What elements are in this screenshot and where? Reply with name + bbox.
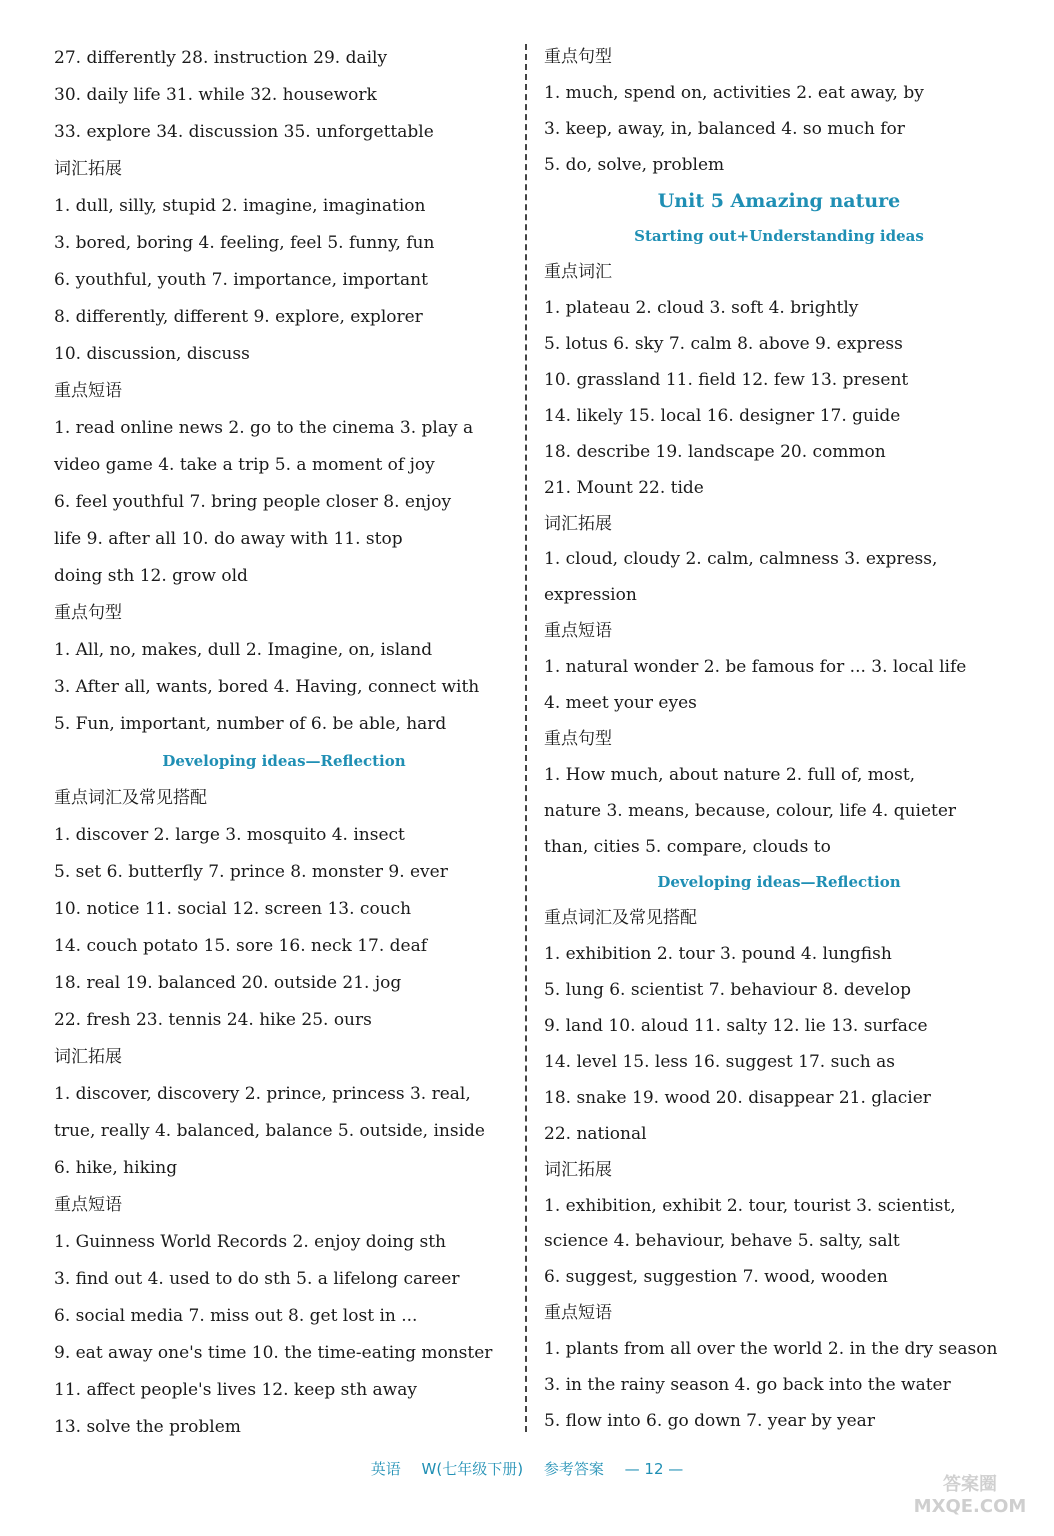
- right-column-text-line: 18. snake 19. wood 20. disappear 21. glacier: [544, 1087, 931, 1108]
- right-column-text-line: 1. How much, about nature 2. full of, most,: [544, 764, 916, 785]
- page-number: — 12 —: [624, 1460, 684, 1478]
- right-column-heading-line: 重点短语: [544, 1303, 612, 1324]
- left-column-heading-line: 重点句型: [54, 603, 122, 623]
- left-column-text-line: 14. couch potato 15. sore 16. neck 17. deaf: [54, 936, 428, 956]
- left-column-text-line: 27. differently 28. instruction 29. daily: [54, 48, 388, 68]
- left-column-text-line: 11. affect people's lives 12. keep sth away: [54, 1380, 417, 1400]
- footer-label: 参考答案: [543, 1460, 604, 1478]
- left-column-heading-line: 重点词汇及常见搭配: [54, 788, 207, 808]
- left-column-heading-line: 重点短语: [54, 381, 122, 401]
- right-column-text-line: 5. lung 6. scientist 7. behaviour 8. develop: [544, 980, 911, 1001]
- right-column-text-line: 5. lotus 6. sky 7. calm 8. above 9. express: [544, 334, 903, 355]
- right-column-heading-line: 重点句型: [544, 728, 612, 749]
- left-column-text-line: 22. fresh 23. tennis 24. hike 25. ours: [54, 1010, 372, 1030]
- left-column-heading-line: 词汇拓展: [54, 1047, 122, 1067]
- right-column-text-line: 1. exhibition 2. tour 3. pound 4. lungfish: [544, 944, 892, 965]
- right-column-text-line: 1. plateau 2. cloud 3. soft 4. brightly: [544, 298, 859, 319]
- left-column-text-line: 6. social media 7. miss out 8. get lost in ...: [54, 1306, 418, 1326]
- right-column-heading-line: 重点句型: [544, 47, 612, 67]
- right-column-text-line: science 4. behaviour, behave 5. salty, salt: [544, 1231, 900, 1252]
- left-column-text-line: 5. set 6. butterfly 7. prince 8. monster 9. ever: [54, 862, 448, 882]
- right-column-text-line: nature 3. means, because, colour, life 4. quieter: [544, 800, 957, 821]
- right-column-text-line: expression: [544, 585, 637, 606]
- page-footer: [0, 1458, 1054, 1479]
- right-column-text-line: 22. national: [544, 1123, 647, 1144]
- right-column-text-line: 3. in the rainy season 4. go back into the water: [544, 1374, 951, 1395]
- right-column-subhead-line: Starting out+Understanding ideas: [634, 227, 924, 246]
- watermark-line1: 答案圈: [943, 1474, 997, 1495]
- left-column-heading-line: 重点短语: [54, 1195, 122, 1215]
- left-column-text-line: life 9. after all 10. do away with 11. stop: [54, 529, 403, 549]
- left-column-text-line: 10. notice 11. social 12. screen 13. couch: [54, 899, 412, 919]
- right-column-text-line: 3. keep, away, in, balanced 4. so much for: [544, 118, 905, 139]
- right-column-text-line: 14. level 15. less 16. suggest 17. such as: [544, 1051, 895, 1072]
- right-column-heading-line: 重点词汇: [544, 262, 612, 283]
- left-column-text-line: 9. eat away one's time 10. the time-eating monster: [54, 1343, 493, 1363]
- right-column-text-line: 6. suggest, suggestion 7. wood, wooden: [544, 1267, 888, 1288]
- right-column-heading-line: 词汇拓展: [544, 1159, 612, 1180]
- right-column-text-line: 5. do, solve, problem: [544, 154, 725, 175]
- left-column-text-line: 5. Fun, important, number of 6. be able, hard: [54, 714, 447, 734]
- right-column-text-line: 5. flow into 6. go down 7. year by year: [544, 1410, 875, 1431]
- left-column-text-line: 1. dull, silly, stupid 2. imagine, imagination: [54, 196, 426, 216]
- right-column-text-line: 1. exhibition, exhibit 2. tour, tourist 3. scientist,: [544, 1195, 956, 1216]
- left-column-text-line: true, really 4. balanced, balance 5. outside, inside: [54, 1121, 485, 1141]
- right-column-text-line: 4. meet your eyes: [544, 693, 697, 714]
- left-column-text-line: 6. hike, hiking: [54, 1158, 178, 1178]
- left-column-text-line: 1. discover, discovery 2. prince, princess 3. real,: [54, 1084, 471, 1104]
- left-column-text-line: 3. After all, wants, bored 4. Having, connect with: [54, 677, 480, 697]
- right-column-text-line: 1. natural wonder 2. be famous for ... 3. local life: [544, 657, 967, 678]
- left-column-text-line: video game 4. take a trip 5. a moment of joy: [54, 455, 435, 475]
- right-column-text-line: 1. cloud, cloudy 2. calm, calmness 3. express,: [544, 549, 938, 570]
- footer-edition: W(七年级下册): [421, 1460, 524, 1478]
- left-column-text-line: 10. discussion, discuss: [54, 344, 250, 364]
- right-column: [544, 40, 1014, 1440]
- right-column-text-line: 9. land 10. aloud 11. salty 12. lie 13. surface: [544, 1016, 928, 1037]
- left-column-text-line: 30. daily life 31. while 32. housework: [54, 85, 377, 105]
- right-column-text-line: 14. likely 15. local 16. designer 17. guide: [544, 405, 901, 426]
- right-column-text-line: 10. grassland 11. field 12. few 13. present: [544, 370, 909, 391]
- footer-subject: 英语: [370, 1460, 401, 1478]
- right-column-unit-line: Unit 5 Amazing nature: [657, 189, 901, 212]
- left-column-text-line: doing sth 12. grow old: [54, 566, 248, 586]
- right-column-heading-line: 重点词汇及常见搭配: [544, 908, 697, 929]
- right-column-text-line: 21. Mount 22. tide: [544, 477, 704, 498]
- left-column-text-line: 1. read online news 2. go to the cinema 3. play a: [54, 418, 474, 438]
- left-column-text-line: 33. explore 34. discussion 35. unforgettable: [54, 122, 434, 142]
- right-column-text-line: than, cities 5. compare, clouds to: [544, 836, 831, 857]
- right-column-text-line: 1. plants from all over the world 2. in the dry season: [544, 1339, 998, 1360]
- left-column-text-line: 13. solve the problem: [54, 1417, 241, 1437]
- right-column-heading-line: 重点短语: [544, 621, 612, 642]
- right-column-subhead-line: Developing ideas—Reflection: [657, 873, 901, 892]
- column-divider: [525, 44, 527, 1432]
- left-column-subhead-line: Developing ideas—Reflection: [162, 752, 406, 770]
- left-column-text-line: 8. differently, different 9. explore, explorer: [54, 307, 423, 327]
- left-column-text-line: 1. Guinness World Records 2. enjoy doing sth: [54, 1232, 446, 1252]
- left-column-text-line: 18. real 19. balanced 20. outside 21. jog: [54, 973, 402, 993]
- left-column-text-line: 6. youthful, youth 7. importance, important: [54, 270, 428, 290]
- left-column-text-line: 1. discover 2. large 3. mosquito 4. insect: [54, 825, 405, 845]
- left-column: [54, 40, 514, 1446]
- right-column-text-line: 1. much, spend on, activities 2. eat away, by: [544, 82, 924, 103]
- right-column-heading-line: 词汇拓展: [544, 513, 612, 534]
- left-column-heading-line: 词汇拓展: [54, 159, 122, 179]
- right-column-text-line: 18. describe 19. landscape 20. common: [544, 441, 886, 462]
- left-column-text-line: 3. find out 4. used to do sth 5. a lifelong career: [54, 1269, 460, 1289]
- left-column-text-line: 6. feel youthful 7. bring people closer 8. enjoy: [54, 492, 452, 512]
- watermark-line2: MXQE.COM: [913, 1496, 1027, 1517]
- left-column-text-line: 1. All, no, makes, dull 2. Imagine, on, island: [54, 640, 433, 660]
- left-column-text-line: 3. bored, boring 4. feeling, feel 5. funny, fun: [54, 233, 435, 253]
- watermark-logo: [900, 1470, 1040, 1530]
